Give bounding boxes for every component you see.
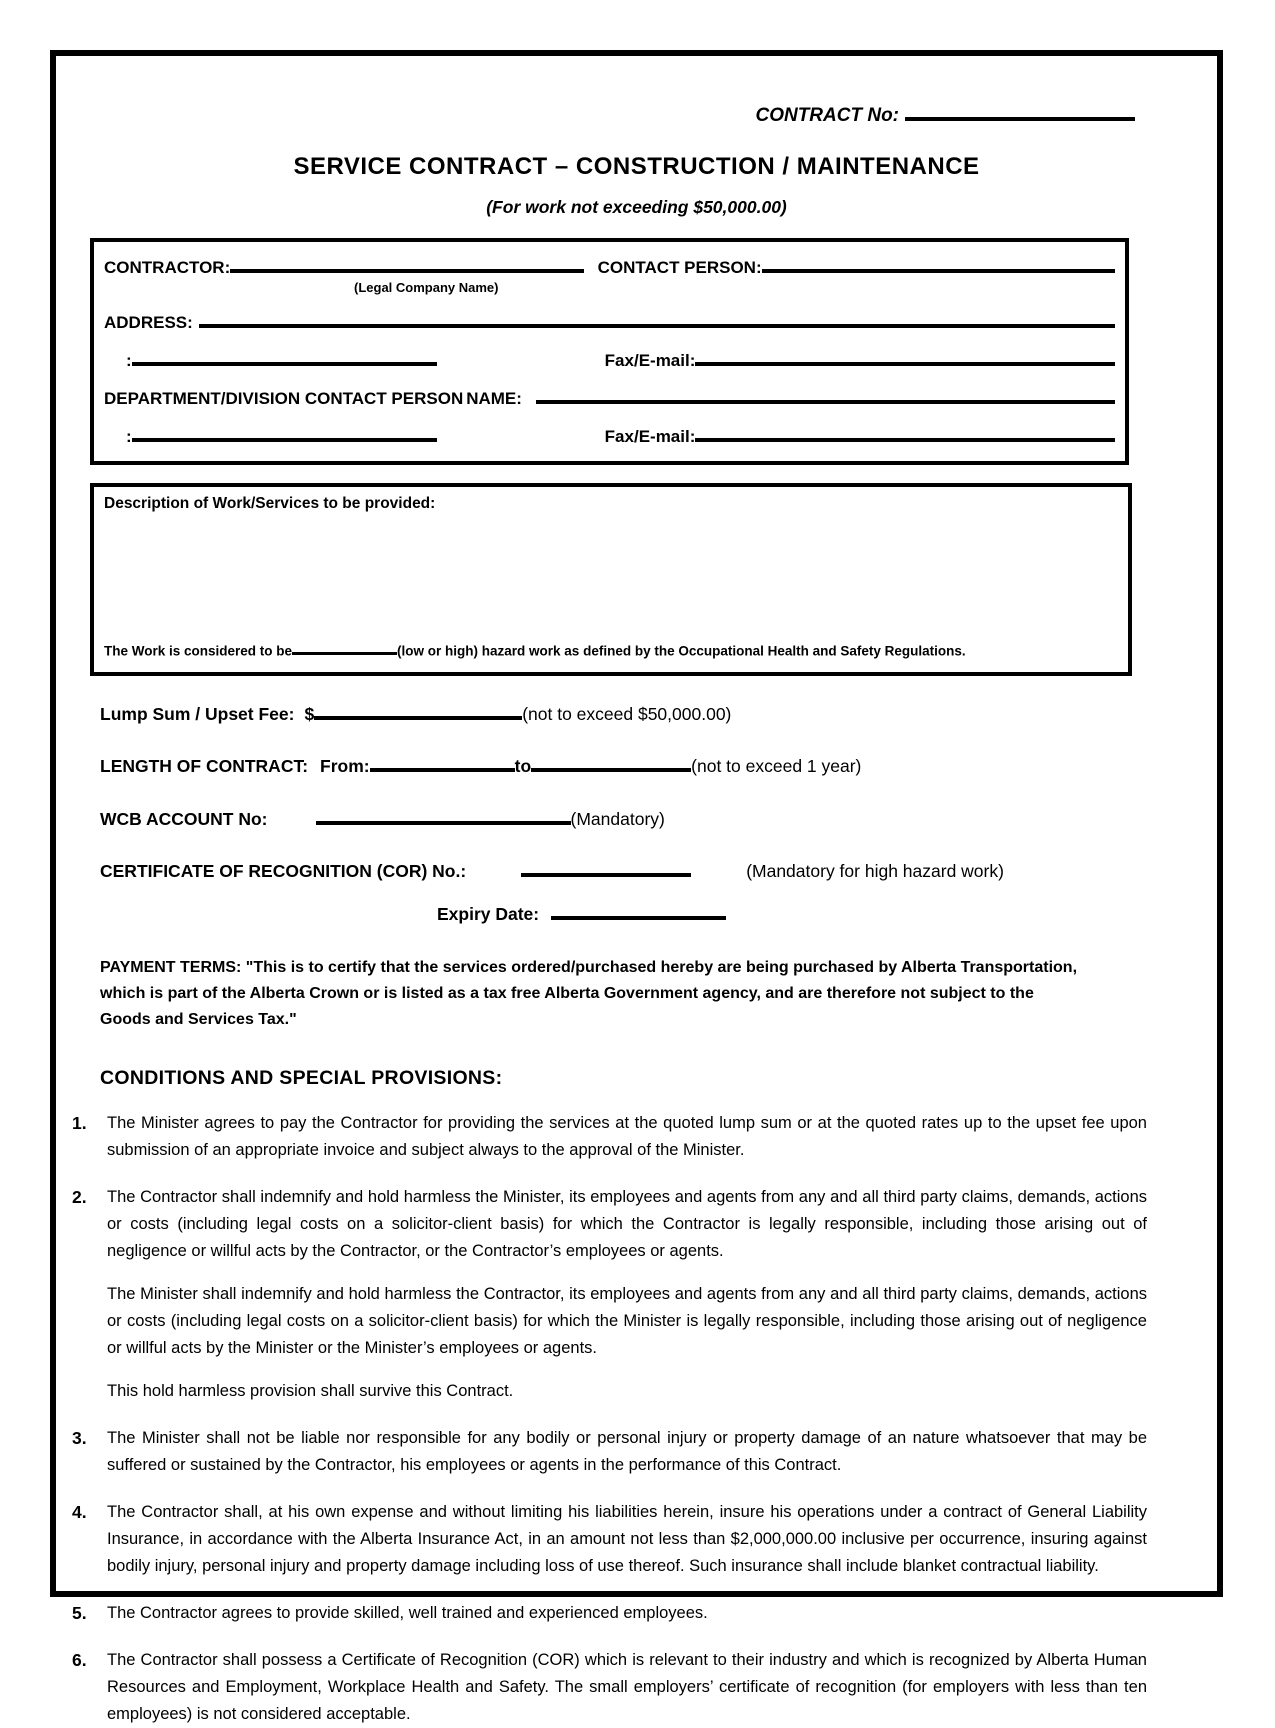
cor-label: CERTIFICATE OF RECOGNITION (COR) No.: [100, 861, 467, 881]
condition-number: 3. [72, 1427, 87, 1448]
fax-email-label-2: Fax/E-mail: [604, 427, 696, 446]
page-title: SERVICE CONTRACT – CONSTRUCTION / MAINTENANCE [293, 153, 980, 180]
expiry-date-row [100, 898, 1177, 925]
lump-sum-field-line [314, 698, 522, 720]
phone-fax-row-2 [104, 421, 1115, 447]
lump-sum-label: Lump Sum / Upset Fee: [100, 703, 295, 724]
contact-person-field-line [762, 252, 1115, 273]
name-label: NAME: [466, 389, 522, 408]
contractor-label: CONTRACTOR: [104, 258, 231, 277]
wcb-account-label: WCB ACCOUNT No: [100, 808, 268, 829]
cor-note: (Mandatory for high hazard work) [746, 861, 1004, 881]
phone-colon-label: : [126, 351, 132, 370]
contractor-field-line [230, 252, 583, 273]
conditions-heading: CONDITIONS AND SPECIAL PROVISIONS: [100, 1066, 503, 1089]
description-box-title: Description of Work/Services to be provided: [104, 495, 436, 512]
hazard-suffix-text: (low or high) hazard work as defined by the Occupational Health and Safety Regulations. [397, 643, 966, 658]
contractor-row [104, 252, 1115, 278]
hazard-field-line [292, 639, 397, 656]
payment-terms-paragraph: PAYMENT TERMS: "This is to certify that the services ordered/purchased hereby are being purchased by Alberta Transportation, which is part of the Alberta Crown or is listed as a tax free Alberta Government agency, and are therefore not subject to the Goods and Services Tax." [100, 958, 1078, 1028]
condition-item-3 [72, 1425, 1147, 1479]
condition-text: The Minister agrees to pay the Contractor for providing the services at the quoted lump sum or at the quoted rates up to the upset fee upon submission of an appropriate invoice and subject always to the approval of the Minister. [107, 1113, 1147, 1159]
from-date-field-line [370, 751, 515, 773]
department-label: DEPARTMENT/DIVISION CONTACT PERSON [104, 389, 464, 408]
expiry-date-field-line [551, 898, 726, 920]
condition-number: 4. [72, 1501, 87, 1522]
address-field-line [199, 307, 1115, 328]
condition-item-4 [72, 1499, 1147, 1580]
condition-text: The Contractor shall, at his own expense and without limiting his liabilities herein, insure his operations under a contract of General Liability Insurance, in accordance with the Alberta Insurance Act, in an amount not less than $2,000,000.00 inclusive per occurrence, insuring against bodily injury, personal injury and property damage including loss of use thereof. Such insurance shall include blanket contractual liability. [107, 1502, 1147, 1575]
fax-email-field-line-2 [695, 421, 1115, 442]
condition-number: 2. [72, 1186, 87, 1207]
contract-number-label: CONTRACT No: [755, 105, 899, 126]
address-row [104, 307, 1115, 333]
page-border-frame [50, 50, 1223, 1723]
lump-sum-note: (not to exceed $50,000.00) [522, 703, 732, 724]
fax-email-field-line-1 [695, 345, 1115, 366]
condition-text: The Minister shall not be liable nor responsible for any bodily or personal injury or property damage of an nature whatsoever that may be suffered or sustained by the Contractor, his employees or agents in the performance of this Contract. [107, 1428, 1147, 1474]
description-of-work-box [90, 483, 1132, 676]
cor-number-field-line [521, 856, 691, 878]
condition-item-6 [72, 1647, 1147, 1728]
phone-field-line [132, 345, 437, 366]
phone-colon-label-2: : [126, 427, 132, 446]
lump-sum-row [100, 698, 1177, 725]
condition-text: The Contractor agrees to provide skilled, well trained and experienced employees. [107, 1603, 708, 1622]
condition-number: 5. [72, 1602, 87, 1623]
contact-person-label: CONTACT PERSON: [597, 258, 762, 277]
phone-fax-row-1 [104, 345, 1115, 371]
expiry-date-label: Expiry Date: [437, 903, 540, 924]
length-of-contract-label: LENGTH OF CONTRACT: [100, 756, 309, 776]
condition-text: The Minister shall indemnify and hold harmless the Contractor, its employees and agents from any and all third party claims, demands, actions or costs (including legal costs on a solicitor-client basis) for which the Minister is legally responsible, including those arising out of negligence or willful acts by the Minister or the Minister’s employees or agents. [107, 1284, 1147, 1357]
wcb-account-field-line [316, 803, 571, 825]
legal-company-name-note: (Legal Company Name) [354, 280, 499, 295]
phone-field-line-2 [132, 421, 437, 442]
contract-number-row [56, 98, 1135, 127]
condition-item-2 [72, 1184, 1147, 1405]
department-name-field-line [536, 383, 1115, 404]
to-label: to [514, 756, 532, 776]
wcb-note: (Mandatory) [570, 808, 665, 829]
condition-text: The Contractor shall possess a Certificate of Recognition (COR) which is relevant to their industry and which is recognized by Alberta Human Resources and Employment, Workplace Health and Safety. The small employers’ certificate of recognition (for employers with less than ten employees) is not considered acceptable. [107, 1650, 1147, 1723]
contractor-info-box [90, 238, 1129, 465]
contract-number-field-line [905, 98, 1135, 121]
condition-number: 1. [72, 1112, 87, 1133]
department-row [104, 383, 1115, 409]
fax-email-label-1: Fax/E-mail: [604, 351, 696, 370]
wcb-account-row [100, 803, 1177, 830]
condition-text: This hold harmless provision shall survive this Contract. [107, 1381, 514, 1400]
hazard-classification-line [104, 639, 1118, 659]
condition-item-1 [72, 1110, 1147, 1164]
cor-number-row [100, 856, 1177, 883]
length-note: (not to exceed 1 year) [691, 756, 862, 776]
from-label: From: [320, 756, 370, 776]
condition-text: The Contractor shall indemnify and hold harmless the Minister, its employees and agents from any and all third party claims, demands, actions or costs (including legal costs on a solicitor-client basis) for which the Contractor is legally responsible, including those arising out of negligence or willful acts by the Contractor, or the Contractor’s employees or agents. [107, 1187, 1147, 1260]
to-date-field-line [531, 751, 691, 773]
length-of-contract-row [100, 751, 1177, 778]
dollar-sign: $ [304, 703, 315, 724]
condition-item-5 [72, 1600, 1147, 1627]
condition-number: 6. [72, 1649, 87, 1670]
hazard-prefix-text: The Work is considered to be [104, 643, 293, 658]
address-label: ADDRESS: [104, 313, 193, 332]
page-subtitle: (For work not exceeding $50,000.00) [486, 197, 787, 217]
